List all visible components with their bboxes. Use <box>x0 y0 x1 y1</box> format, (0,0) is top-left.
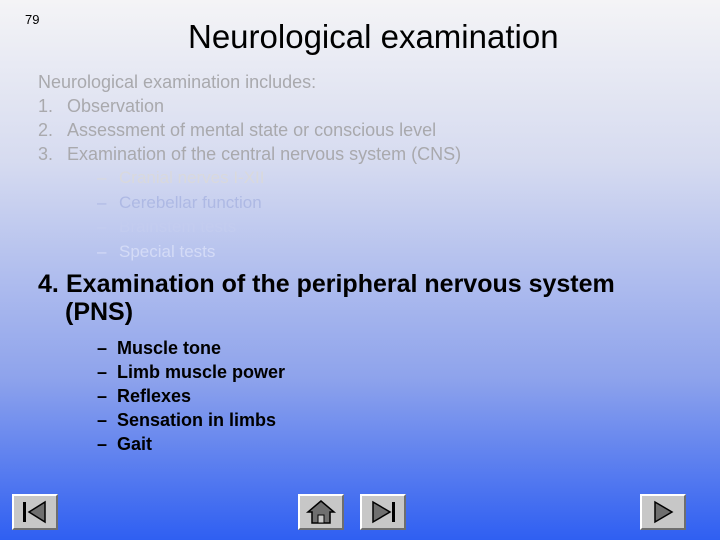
home-icon <box>303 498 339 526</box>
subitem-text: Special tests <box>119 241 216 261</box>
intro-section <box>38 70 678 264</box>
item-number: 3. <box>38 144 54 164</box>
intro-item-1 <box>38 94 678 118</box>
slide-number: 79 <box>25 12 40 27</box>
item-text: Gait <box>117 434 153 454</box>
list-item <box>97 432 698 456</box>
intro-item-2 <box>38 118 678 142</box>
play-end-button[interactable] <box>360 494 406 530</box>
next-slide-button[interactable] <box>640 494 686 530</box>
item-text: Observation <box>67 96 165 116</box>
subitem-text: Cranial nerves I-XII <box>119 168 265 187</box>
item-text: Reflexes <box>117 386 192 406</box>
cns-subitem-brainstem <box>38 215 678 240</box>
intro-item-3 <box>38 142 678 166</box>
pns-heading-line2: (PNS) <box>65 298 134 326</box>
cns-subitem-cranial-nerves <box>38 166 678 191</box>
subitem-text: Cerebellar function <box>119 192 262 212</box>
dash: – <box>97 410 108 430</box>
list-item <box>97 384 698 408</box>
item-text: Assessment of mental state or conscious level <box>67 120 437 140</box>
dash: – <box>97 362 108 382</box>
item-text: Sensation in limbs <box>117 410 277 430</box>
dash: – <box>97 217 107 236</box>
home-button[interactable] <box>298 494 344 530</box>
pns-list <box>38 336 698 456</box>
pns-section <box>38 270 698 456</box>
dash: – <box>97 338 108 358</box>
dash: – <box>97 192 107 212</box>
pns-heading-continued <box>38 298 698 326</box>
pns-number: 4. <box>38 270 59 298</box>
first-slide-button[interactable] <box>12 494 58 530</box>
list-item <box>97 408 698 432</box>
dash: – <box>97 168 107 187</box>
skip-back-icon <box>17 498 53 526</box>
dash: – <box>97 241 107 261</box>
cns-subitem-cerebellar <box>38 191 678 216</box>
subitem-text: Brainstem tests <box>119 217 237 236</box>
pns-heading <box>38 270 698 298</box>
list-item <box>97 360 698 384</box>
intro-heading: Neurological examination includes: <box>38 72 317 92</box>
slide-title: Neurological examination <box>188 18 559 55</box>
item-text: Muscle tone <box>117 338 222 358</box>
play-icon <box>645 498 681 526</box>
cns-subitem-special-tests <box>38 240 678 265</box>
play-stop-icon <box>365 498 401 526</box>
item-text: Examination of the central nervous system (CNS) <box>67 144 462 164</box>
item-text: Limb muscle power <box>117 362 286 382</box>
dash: – <box>97 434 108 454</box>
dash: – <box>97 386 108 406</box>
item-number: 1. <box>38 96 54 116</box>
pns-heading-line1: Examination of the peripheral nervous system <box>66 270 615 298</box>
item-number: 2. <box>38 120 54 140</box>
list-item <box>97 336 698 360</box>
